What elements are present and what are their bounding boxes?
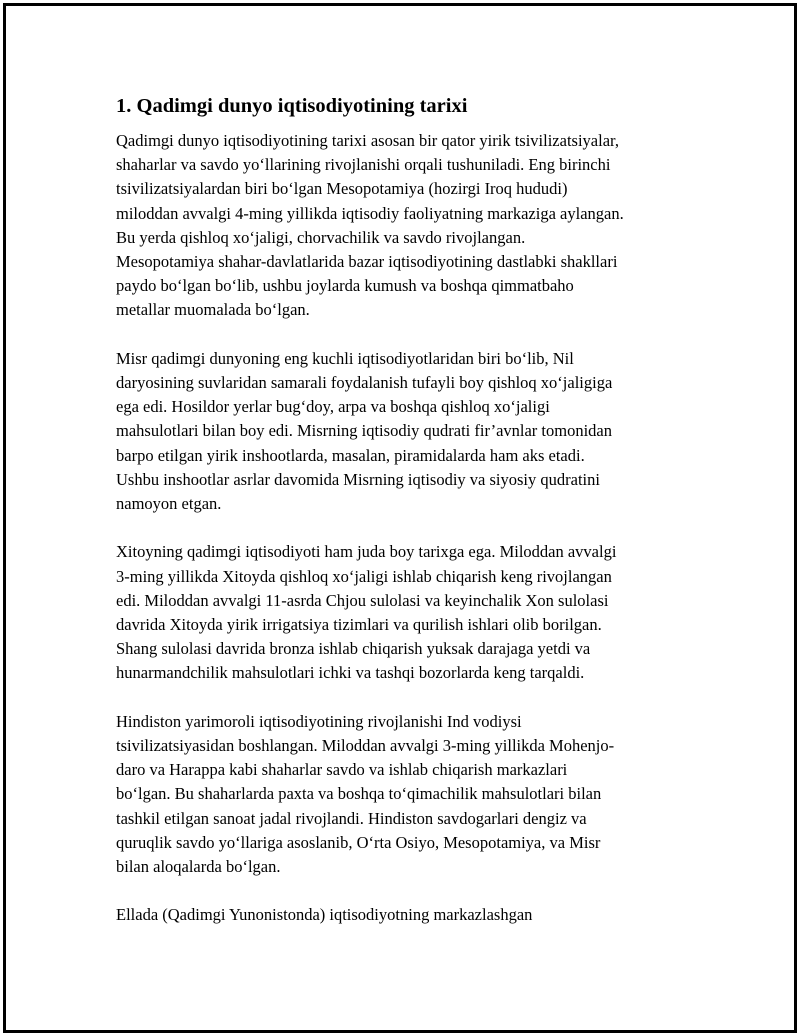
text-line: bilan aloqalarda bo‘lgan. (116, 857, 281, 877)
text-line: Mesopotamiya shahar-davlatlarida bazar iqtisodiyotining dastlabki shakllari (116, 252, 618, 272)
text-line: Misr qadimgi dunyoning eng kuchli iqtisodiyotlaridan biri bo‘lib, Nil (116, 348, 574, 368)
section-heading: 1. Qadimgi dunyo iqtisodiyotining tarixi (116, 95, 468, 117)
text-line: davrida Xitoyda yirik irrigatsiya tizimlari va qurilish ishlari olib borilgan. (116, 615, 602, 635)
text-line: 3-ming yillikda Xitoyda qishloq xo‘jaligi ishlab chiqarish keng rivojlangan (116, 566, 612, 586)
text-line: Xitoyning qadimgi iqtisodiyoti ham juda boy tarixga ega. Miloddan avvalgi (116, 542, 617, 562)
text-line: bo‘lgan. Bu shaharlarda paxta va boshqa to‘qimachilik mahsulotlari bilan (116, 784, 602, 804)
text-line: tsivilizatsiyalardan biri bo‘lgan Mesopotamiya (hozirgi Iroq hududi) (116, 179, 568, 199)
text-line: tsivilizatsiyasidan boshlangan. Miloddan avvalgi 3-ming yillikda Mohenjo- (116, 736, 615, 756)
text-line: Shang sulolasi davrida bronza ishlab chiqarish yuksak darajaga yetdi va (116, 639, 591, 659)
text-line: Hindiston yarimoroli iqtisodiyotining rivojlanishi Ind vodiysi (116, 711, 522, 731)
paragraph-5 (116, 903, 696, 927)
text-line: hunarmandchilik mahsulotlari ichki va tashqi bozorlarda keng tarqaldi. (116, 663, 585, 683)
text-line: ega edi. Hosildor yerlar bug‘doy, arpa va boshqa qishloq xo‘jaligi (116, 397, 550, 417)
document-body (116, 93, 696, 952)
text-line: Bu yerda qishloq xo‘jaligi, chorvachilik va savdo rivojlangan. (116, 227, 526, 247)
paragraph-list (116, 129, 696, 928)
text-line: Ellada (Qadimgi Yunonistonda) iqtisodiyotning markazlashgan (116, 905, 533, 925)
text-line: daryosining suvlaridan samarali foydalanish tufayli boy qishloq xo‘jaligiga (116, 373, 613, 393)
text-line: miloddan avvalgi 4-ming yillikda iqtisodiy faoliyatning markaziga aylangan. (116, 203, 624, 223)
paragraph-1 (116, 129, 696, 323)
text-line: quruqlik savdo yo‘llariga asoslanib, O‘rta Osiyo, Mesopotamiya, va Misr (116, 832, 601, 852)
text-line: tashkil etilgan sanoat jadal rivojlandi. Hindiston savdogarlari dengiz va (116, 808, 587, 828)
text-line: shaharlar va savdo yo‘llarining rivojlanishi orqali tushuniladi. Eng birinchi (116, 155, 611, 175)
text-line: mahsulotlari bilan boy edi. Misrning iqtisodiy qudrati fir’avnlar tomonidan (116, 421, 612, 441)
paragraph-3 (116, 540, 696, 685)
paragraph-2 (116, 347, 696, 516)
text-line: daro va Harappa kabi shaharlar savdo va ishlab chiqarish markazlari (116, 760, 568, 780)
text-line: barpo etilgan yirik inshootlarda, masalan, piramidalarda ham aks etadi. (116, 445, 585, 465)
text-line: Ushbu inshootlar asrlar davomida Misrning iqtisodiy va siyosiy qudratini (116, 469, 600, 489)
text-line: edi. Miloddan avvalgi 11-asrda Chjou sulolasi va keyinchalik Xon sulolasi (116, 590, 609, 610)
text-line: paydo bo‘lgan bo‘lib, ushbu joylarda kumush va boshqa qimmatbaho (116, 276, 574, 296)
text-line: Qadimgi dunyo iqtisodiyotining tarixi asosan bir qator yirik tsivilizatsiyalar, (116, 131, 619, 150)
text-line: namoyon etgan. (116, 494, 222, 514)
paragraph-4 (116, 710, 696, 879)
text-line: metallar muomalada bo‘lgan. (116, 300, 310, 320)
